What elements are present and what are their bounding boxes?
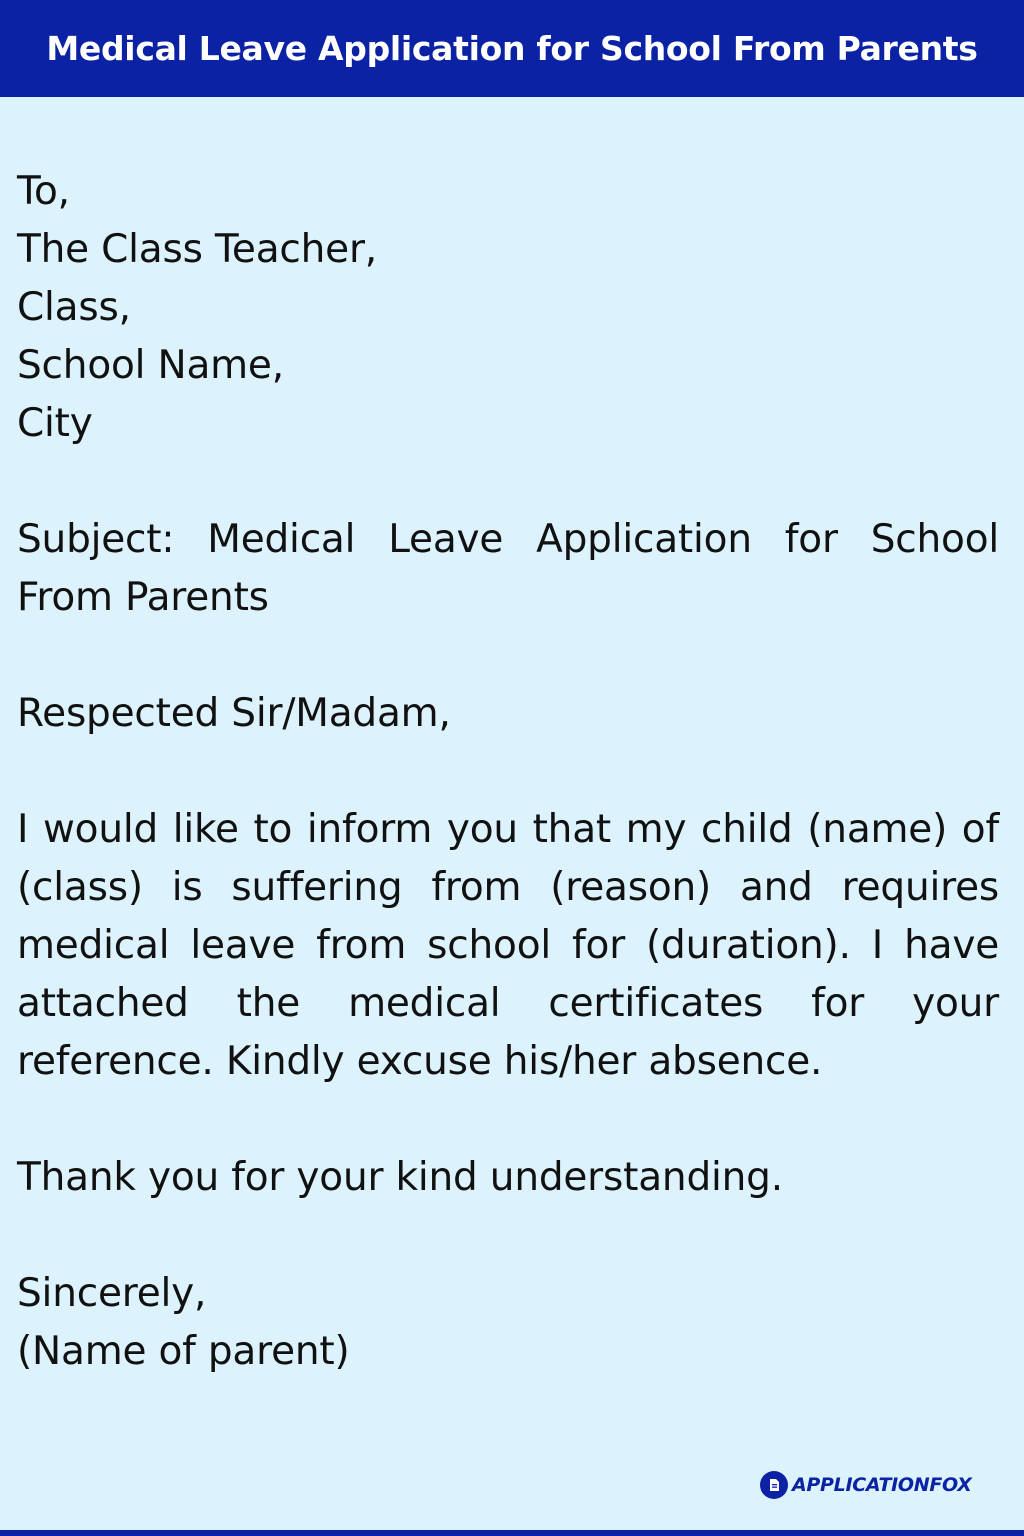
address-school: School Name, (17, 343, 284, 388)
spacer (17, 1091, 999, 1149)
spacer (17, 1207, 999, 1265)
recipient-address (17, 163, 999, 453)
address-class: Class, (17, 285, 131, 330)
salutation: Respected Sir/Madam, (17, 691, 451, 736)
address-recipient: The Class Teacher, (17, 227, 378, 272)
brand-name: APPLICATIONFOX (792, 1474, 972, 1496)
spacer (17, 453, 999, 511)
address-to: To, (17, 169, 70, 214)
letter-body (17, 163, 999, 1381)
bottom-border (0, 1530, 1024, 1536)
closing: Sincerely, (17, 1271, 207, 1316)
signature: (Name of parent) (17, 1329, 350, 1374)
page-title: Medical Leave Application for School From Parents (46, 29, 978, 68)
thanks-line: Thank you for your kind understanding. (17, 1155, 783, 1200)
body-paragraph: I would like to inform you that my child (name) of (class) is suffering from (reason) and requires medical leave from school for (duration). I have attached the medical certificates for your reference. Kindly excuse his/her absence. (17, 807, 999, 1084)
document-icon (760, 1471, 788, 1499)
brand-logo (760, 1470, 972, 1500)
address-city: City (17, 401, 93, 446)
spacer (17, 743, 999, 801)
spacer (17, 627, 999, 685)
page-header (0, 0, 1024, 97)
subject-line: Subject: Medical Leave Application for School From Parents (17, 517, 999, 620)
